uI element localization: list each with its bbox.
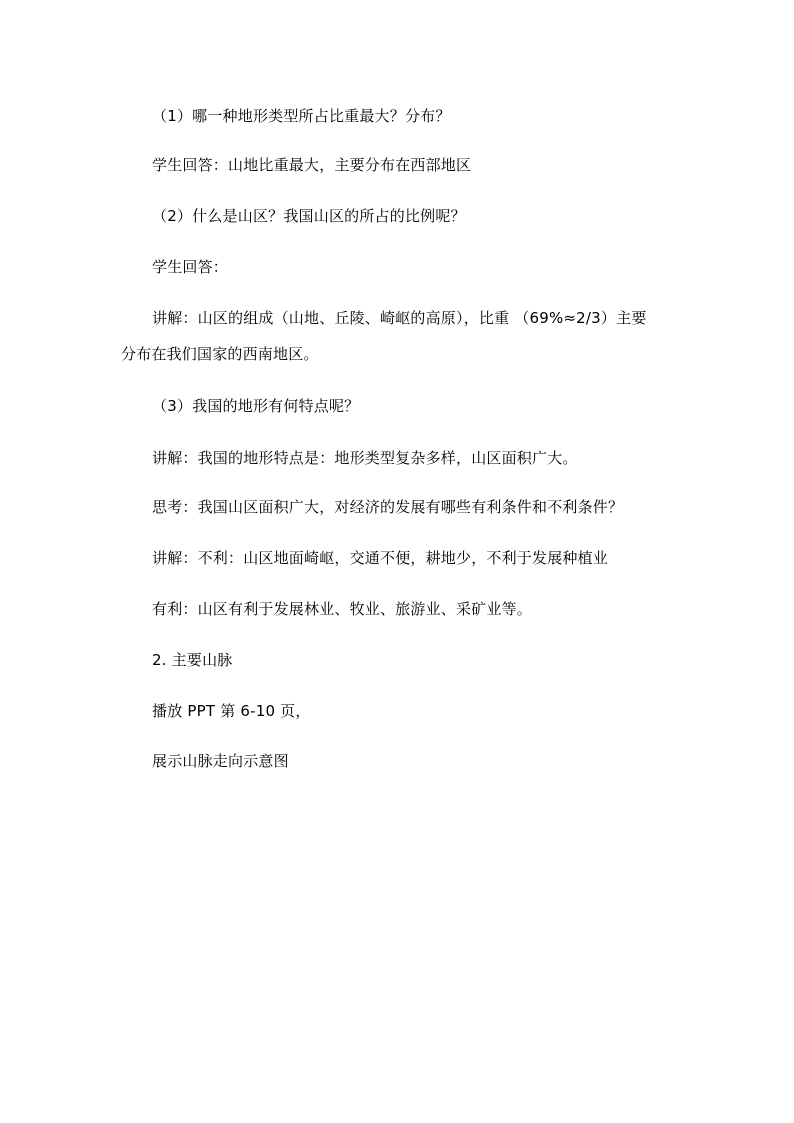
question-1: （1）哪一种地形类型所占比重最大？分布？ — [152, 107, 451, 125]
explanation-2: 讲解：我国的地形特点是：地形类型复杂多样，山区面积广大。 — [152, 449, 578, 467]
student-answer-1: 学生回答：山地比重最大，主要分布在西部地区 — [152, 156, 472, 174]
question-2: （2）什么是山区？我国山区的所占的比例呢？ — [152, 207, 466, 225]
explanation-1-line-1: 讲解：山区的组成（山地、丘陵、崎岖的高原），比重 （69%≈2/3）主要 — [152, 309, 647, 327]
explanation-3: 讲解：不利：山区地面崎岖，交通不便，耕地少，不利于发展种植业 — [152, 549, 609, 567]
section-heading-2: 2. 主要山脉 — [152, 651, 233, 669]
ppt-instruction: 播放 PPT 第 6-10 页， — [152, 702, 311, 720]
explanation-1-line-2: 分布在我们国家的西南地区。 — [121, 345, 319, 363]
show-diagram-instruction: 展示山脉走向示意图 — [152, 752, 289, 770]
question-3: （3）我国的地形有何特点呢？ — [152, 397, 360, 415]
student-answer-2: 学生回答： — [152, 258, 229, 276]
advantages: 有利：山区有利于发展林业、牧业、旅游业、采矿业等。 — [152, 600, 533, 618]
thinking-prompt: 思考：我国山区面积广大，对经济的发展有哪些有利条件和不利条件？ — [152, 498, 624, 516]
